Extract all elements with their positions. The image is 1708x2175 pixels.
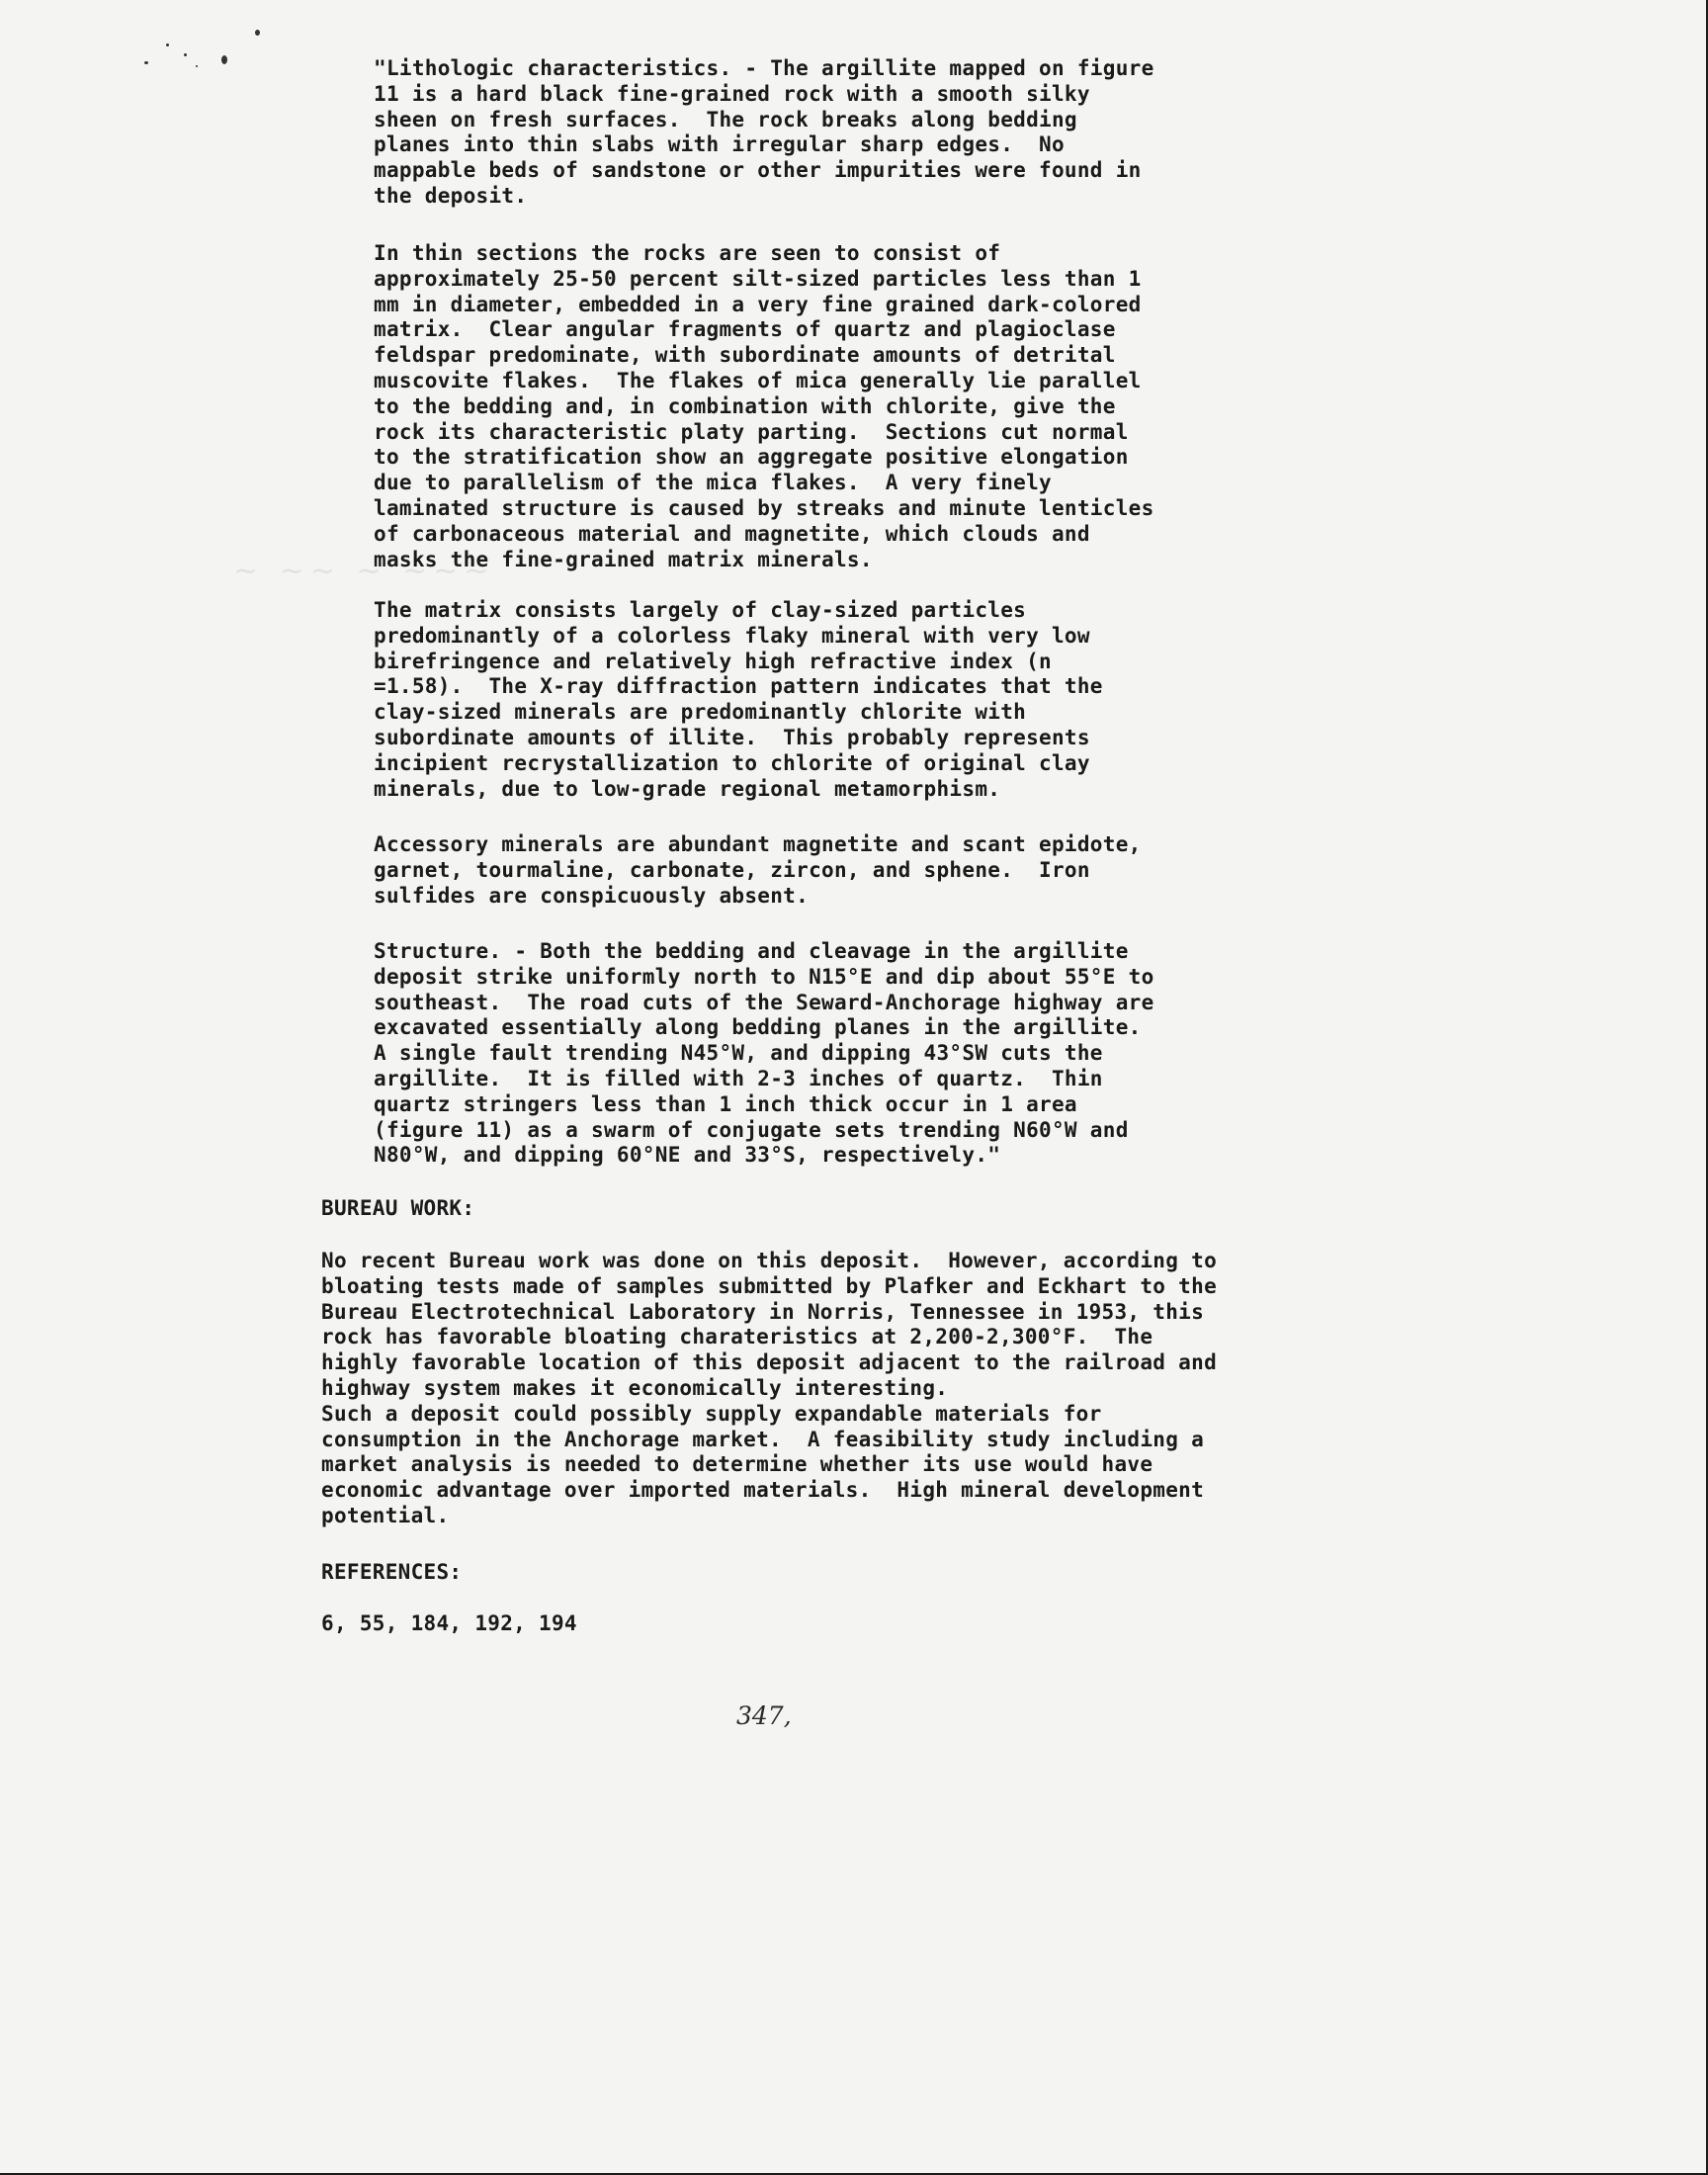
bureau-work-paragraph [321,1249,1217,1529]
text-line: sheen on fresh surfaces. The rock breaks along bedding [374,107,1077,131]
text-line: Bureau Electrotechnical Laboratory in Norris, Tennessee in 1953, this [321,1299,1205,1324]
text-line: of carbonaceous material and magnetite, which clouds and [374,521,1090,546]
text-line: rock its characteristic platy parting. Sections cut normal [374,419,1129,444]
text-line: deposit strike uniformly north to N15°E and dip about 55°E to [374,964,1154,989]
structure-paragraph [374,939,1154,1169]
text-line: Accessory minerals are abundant magnetite and scant epidote, [374,832,1142,856]
text-line: consumption in the Anchorage market. A feasibility study including a [321,1427,1205,1451]
text-line: market analysis is needed to determine whether its use would have [321,1452,1153,1477]
text-line: mappable beds of sandstone or other impurities were found in [374,158,1142,183]
text-line: potential. [321,1503,450,1527]
thin-sections-paragraph [374,241,1154,572]
text-line: N80°W, and dipping 60°NE and 33°S, respectively." [374,1143,1001,1168]
text-line: planes into thin slabs with irregular sharp edges. No [374,132,1065,157]
accessory-minerals-paragraph [374,832,1142,909]
scan-speck [196,65,198,67]
references-heading: REFERENCES: [321,1560,463,1584]
text-line: mm in diameter, embedded in a very fine grained dark-colored [374,292,1142,316]
text-line: In thin sections the rocks are seen to consist of [374,241,1001,265]
text-line: incipient recrystallization to chlorite of original clay [374,750,1090,775]
faint-handwriting-mark: ~ ~~ ~ ~~~ [233,554,495,588]
text-line: Structure. - Both the bedding and cleavage in the argillite [374,939,1129,963]
text-line: =1.58). The X-ray diffraction pattern indicates that the [374,674,1103,699]
text-line: laminated structure is caused by streaks and minute lenticles [374,495,1154,520]
text-line: due to parallelism of the mica flakes. A very finely [374,471,1052,495]
text-line: excavated essentially along bedding planes in the argillite. [374,1015,1142,1040]
text-line: A single fault trending N45°W, and dipping 43°SW cuts the [374,1041,1103,1066]
text-line: (figure 11) as a swarm of conjugate sets trending N60°W and [374,1117,1129,1142]
scan-speck [221,55,227,64]
scan-speck [255,30,260,36]
text-line: matrix. Clear angular fragments of quartz and plagioclase [374,317,1116,342]
matrix-paragraph [374,598,1103,802]
text-line: predominantly of a colorless flaky mineral with very low [374,623,1090,648]
text-line: approximately 25-50 percent silt-sized particles less than 1 [374,266,1142,291]
text-line: "Lithologic characteristics. - The argillite mapped on figure [374,56,1154,80]
text-line: southeast. The road cuts of the Seward-Anchorage highway are [374,990,1154,1014]
text-line: masks the fine-grained matrix minerals. [374,547,873,571]
text-line: muscovite flakes. The flakes of mica generally lie parallel [374,368,1142,392]
text-line: sulfides are conspicuously absent. [374,883,810,908]
text-line: The matrix consists largely of clay-sized particles [374,598,1027,622]
scan-speck [166,44,169,46]
text-line: to the bedding and, in combination with chlorite, give the [374,393,1116,418]
page-number: 347, [736,1701,792,1730]
lithologic-paragraph [374,56,1154,210]
text-line: rock has favorable bloating charateristics at 2,200-2,300°F. The [321,1325,1153,1349]
references-list: 6, 55, 184, 192, 194 [321,1611,577,1635]
text-line: 11 is a hard black fine-grained rock with a smooth silky [374,81,1090,106]
text-line: to the stratification show an aggregate positive elongation [374,445,1129,470]
text-line: bloating tests made of samples submitted by Plafker and Eckhart to the [321,1273,1218,1298]
text-line: subordinate amounts of illite. This probably represents [374,725,1090,749]
text-line: highly favorable location of this deposit adjacent to the railroad and [321,1350,1218,1375]
text-line: garnet, tourmaline, carbonate, zircon, and sphene. Iron [374,857,1090,882]
text-line: minerals, due to low-grade regional metamorphism. [374,776,1001,801]
text-line: argillite. It is filled with 2-3 inches of quartz. Thin [374,1066,1103,1090]
scan-speck [144,61,148,64]
text-line: economic advantage over imported materials. High mineral development [321,1478,1205,1503]
text-line: highway system makes it economically interesting. [321,1375,949,1400]
text-line: clay-sized minerals are predominantly chlorite with [374,700,1027,725]
text-line: Such a deposit could possibly supply expandable materials for [321,1401,1102,1426]
scan-speck [184,53,187,56]
bureau-work-heading: BUREAU WORK: [321,1196,475,1220]
text-line: No recent Bureau work was done on this deposit. However, according to [321,1249,1218,1272]
text-line: birefringence and relatively high refractive index (n [374,649,1052,673]
text-line: the deposit. [374,183,528,208]
text-line: quartz stringers less than 1 inch thick occur in 1 area [374,1091,1077,1116]
text-line: feldspar predominate, with subordinate amounts of detrital [374,343,1116,368]
